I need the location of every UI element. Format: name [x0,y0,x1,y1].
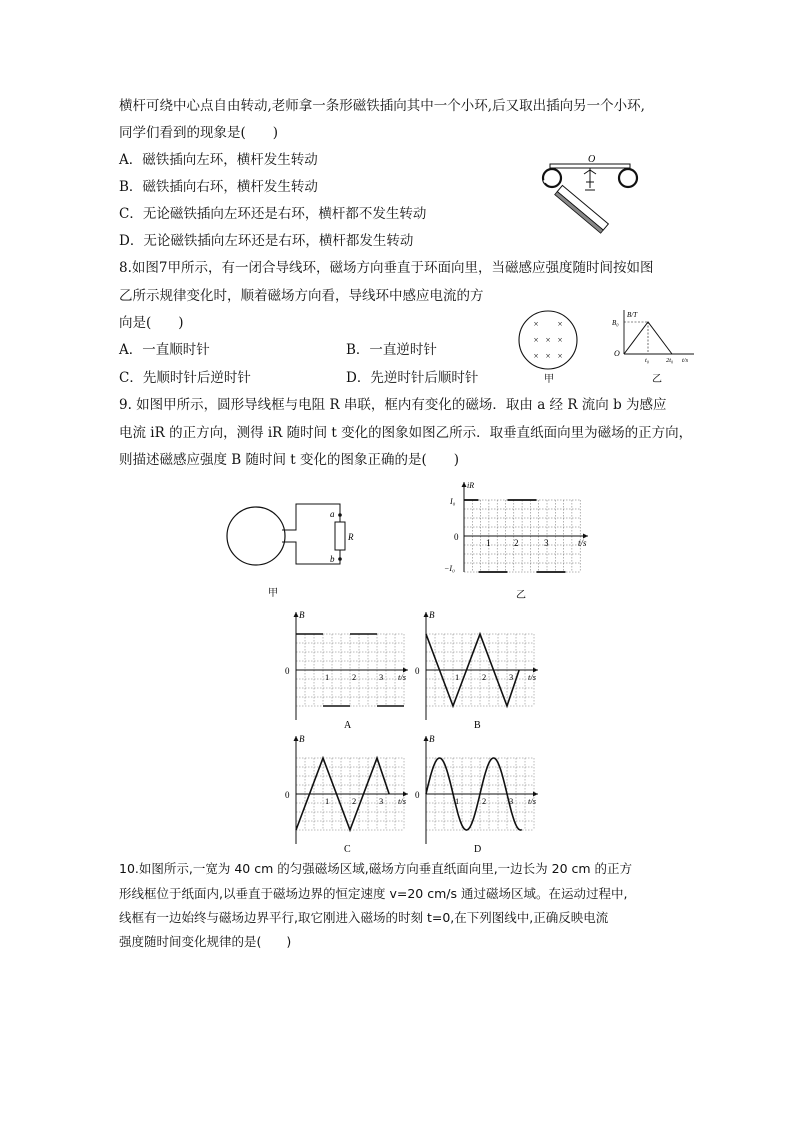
q9-yi-xtick-2: 2 [514,538,519,548]
choice-ylabel: B [429,734,435,744]
choice-arrowheads [294,736,409,797]
q9-yi-caption: 乙 [516,590,526,601]
choice-xtick: 3 [509,796,514,806]
q10-stem-line1: 10.如图所示,一宽为 40 cm 的匀强磁场区域,磁场方向垂直纸面向里,一边长为 20 cm 的正方 [119,861,633,876]
q9-stem-line3: 则描述磁感应强度 B 随时间 t 变化的图象正确的是( ) [119,452,460,468]
q9-jia-loop [227,507,285,565]
q7-left-ring [543,169,561,187]
q8-jia-crosses [533,319,562,361]
q8-jia-cross: × [533,351,539,361]
choice-xtick: 1 [325,672,330,682]
choice-ylabel: B [299,734,305,744]
choice-origin: 0 [415,790,420,800]
q8-option-d: D．先逆时针后顺时针 [346,370,479,386]
q9-choice-a-graph [282,606,414,730]
choice-arrowheads [294,612,409,673]
q8-jia-cross: × [545,351,551,361]
q9-choice-b-graph [412,606,544,730]
q9-jia-caption: 甲 [268,588,278,599]
choice-ylabel: B [429,610,435,620]
q9-jia-circuit [222,492,362,600]
q8-yi-caption: 乙 [652,374,662,385]
q9-yi-xlabel: t/s [578,538,587,548]
q10-stem-line2: 形线框位于纸面内,以垂直于磁场边界的恒定速度 v=20 cm/s 通过磁场区域。在运动过程中, [119,886,628,901]
q9-yi-origin: 0 [454,532,459,542]
q7-left-ring-gap [544,178,550,182]
q8-jia-cross: × [557,319,563,329]
choice-xlabel: t/s [398,672,407,682]
q8-jia-cross: × [533,319,539,329]
choice-xlabel: t/s [528,796,537,806]
q10-stem-line4: 强度随时间变化规律的是( ) [119,934,292,949]
q7-option-d: D．无论磁铁插向左环还是右环，横杆都发生转动 [119,233,414,249]
choice-xtick: 2 [482,672,487,682]
q9-yi-ylabel: iR [467,481,475,490]
q9-yi-yneg: −I₀ [444,564,455,573]
q8-jia-cross: × [533,335,539,345]
q9-yi-xtick-1: 1 [486,538,491,548]
q8-option-c: C．先顺时针后逆时针 [119,370,251,386]
q7-right-ring [619,169,637,187]
q9-stem-line1: 9. 如图甲所示，圆形导线框与电阻 R 串联，框内有变化的磁场．取由 a 经 R 流向 b 为感应 [119,397,667,413]
q9-choice-c-graph [282,730,414,854]
q8-yi-ylabel: B/T [627,311,638,319]
q7-option-c: C．无论磁铁插向左环还是右环，横杆都不发生转动 [119,206,427,222]
q7-rings-figure [530,148,650,238]
choice-xtick: 3 [509,672,514,682]
q8-stem-line1: 8.如图7甲所示，有一闭合导线环，磁场方向垂直于环面向里，当磁感应强度随时间按如图 [119,260,654,276]
q9-jia-label-r: R [348,532,354,542]
choice-xlabel: t/s [398,796,407,806]
q7-stem-line2: 同学们看到的现象是( ) [119,125,279,141]
q9-yi-xtick-3: 3 [544,538,549,548]
q7-pivot-label: O [588,154,596,165]
q8-jia-cross: × [557,335,563,345]
q8-yi-xtick-2: 2t₀ [666,357,674,364]
choice-origin: 0 [285,666,290,676]
choice-xtick: 3 [379,672,384,682]
q7-stem-line1: 横杆可绕中心点自由转动,老师拿一条形磁铁插向其中一个小环,后又取出插向另一个小环, [119,98,645,114]
choice-xtick: 3 [379,796,384,806]
choice-xtick: 2 [482,796,487,806]
q8-stem-line2: 乙所示规律变化时，顺着磁场方向看，导线环中感应电流的方 [119,288,484,304]
q9-stem-line2: 电流 iR 的正方向，测得 iR 随时间 t 变化的图象如图乙所示．取垂直纸面向里为磁场的正方向， [119,425,693,441]
q9-yi-current-graph [438,476,598,602]
choice-xtick: 2 [352,672,357,682]
q8-stem-line3: 向是( ) [119,315,184,331]
q8-jia-cross: × [545,335,551,345]
q7-option-b: B．磁铁插向右环，横杆发生转动 [119,179,318,195]
q8-jia-caption: 甲 [544,374,554,385]
q9-jia-resistor [335,522,345,550]
choice-caption: D [474,844,482,854]
choice-arrowheads [424,612,539,673]
q8-yi-graph [608,306,700,386]
q10-stem-line3: 线框有一边始终与磁场边界平行,取它刚进入磁场的时刻 t=0,在下列图线中,正确反映电流 [119,910,609,925]
choice-xlabel: t/s [528,672,537,682]
q7-bar-magnet [555,185,609,233]
choice-ylabel: B [299,610,305,620]
q9-choice-d-graph [412,730,544,854]
choice-caption: C [344,844,351,854]
q9-jia-node-a [338,513,342,517]
choice-caption: A [344,720,352,730]
q8-option-a: A．一直顺时针 [119,342,210,358]
choice-origin: 0 [415,666,420,676]
q8-yi-xlabel: t/s [682,357,689,364]
choice-caption: B [474,720,481,730]
q8-yi-ytick: B₀ [612,319,619,327]
choice-origin: 0 [285,790,290,800]
q7-option-a: A．磁铁插向左环，横杆发生转动 [119,152,318,168]
q9-jia-node-b [338,557,342,561]
q8-option-b: B．一直逆时针 [346,342,437,358]
choice-xtick: 2 [352,796,357,806]
q9-yi-ypos: I₀ [450,497,456,506]
q8-yi-xtick-1: t₀ [645,357,650,364]
q8-jia-loop-figure [514,306,586,386]
q9-jia-label-a: a [330,509,335,519]
q9-jia-label-b: b [330,554,335,564]
choice-xtick: 1 [325,796,330,806]
q8-jia-cross: × [557,351,563,361]
choice-xtick: 1 [455,672,460,682]
choice-xtick: 1 [455,796,460,806]
q8-yi-origin: O [614,349,620,358]
